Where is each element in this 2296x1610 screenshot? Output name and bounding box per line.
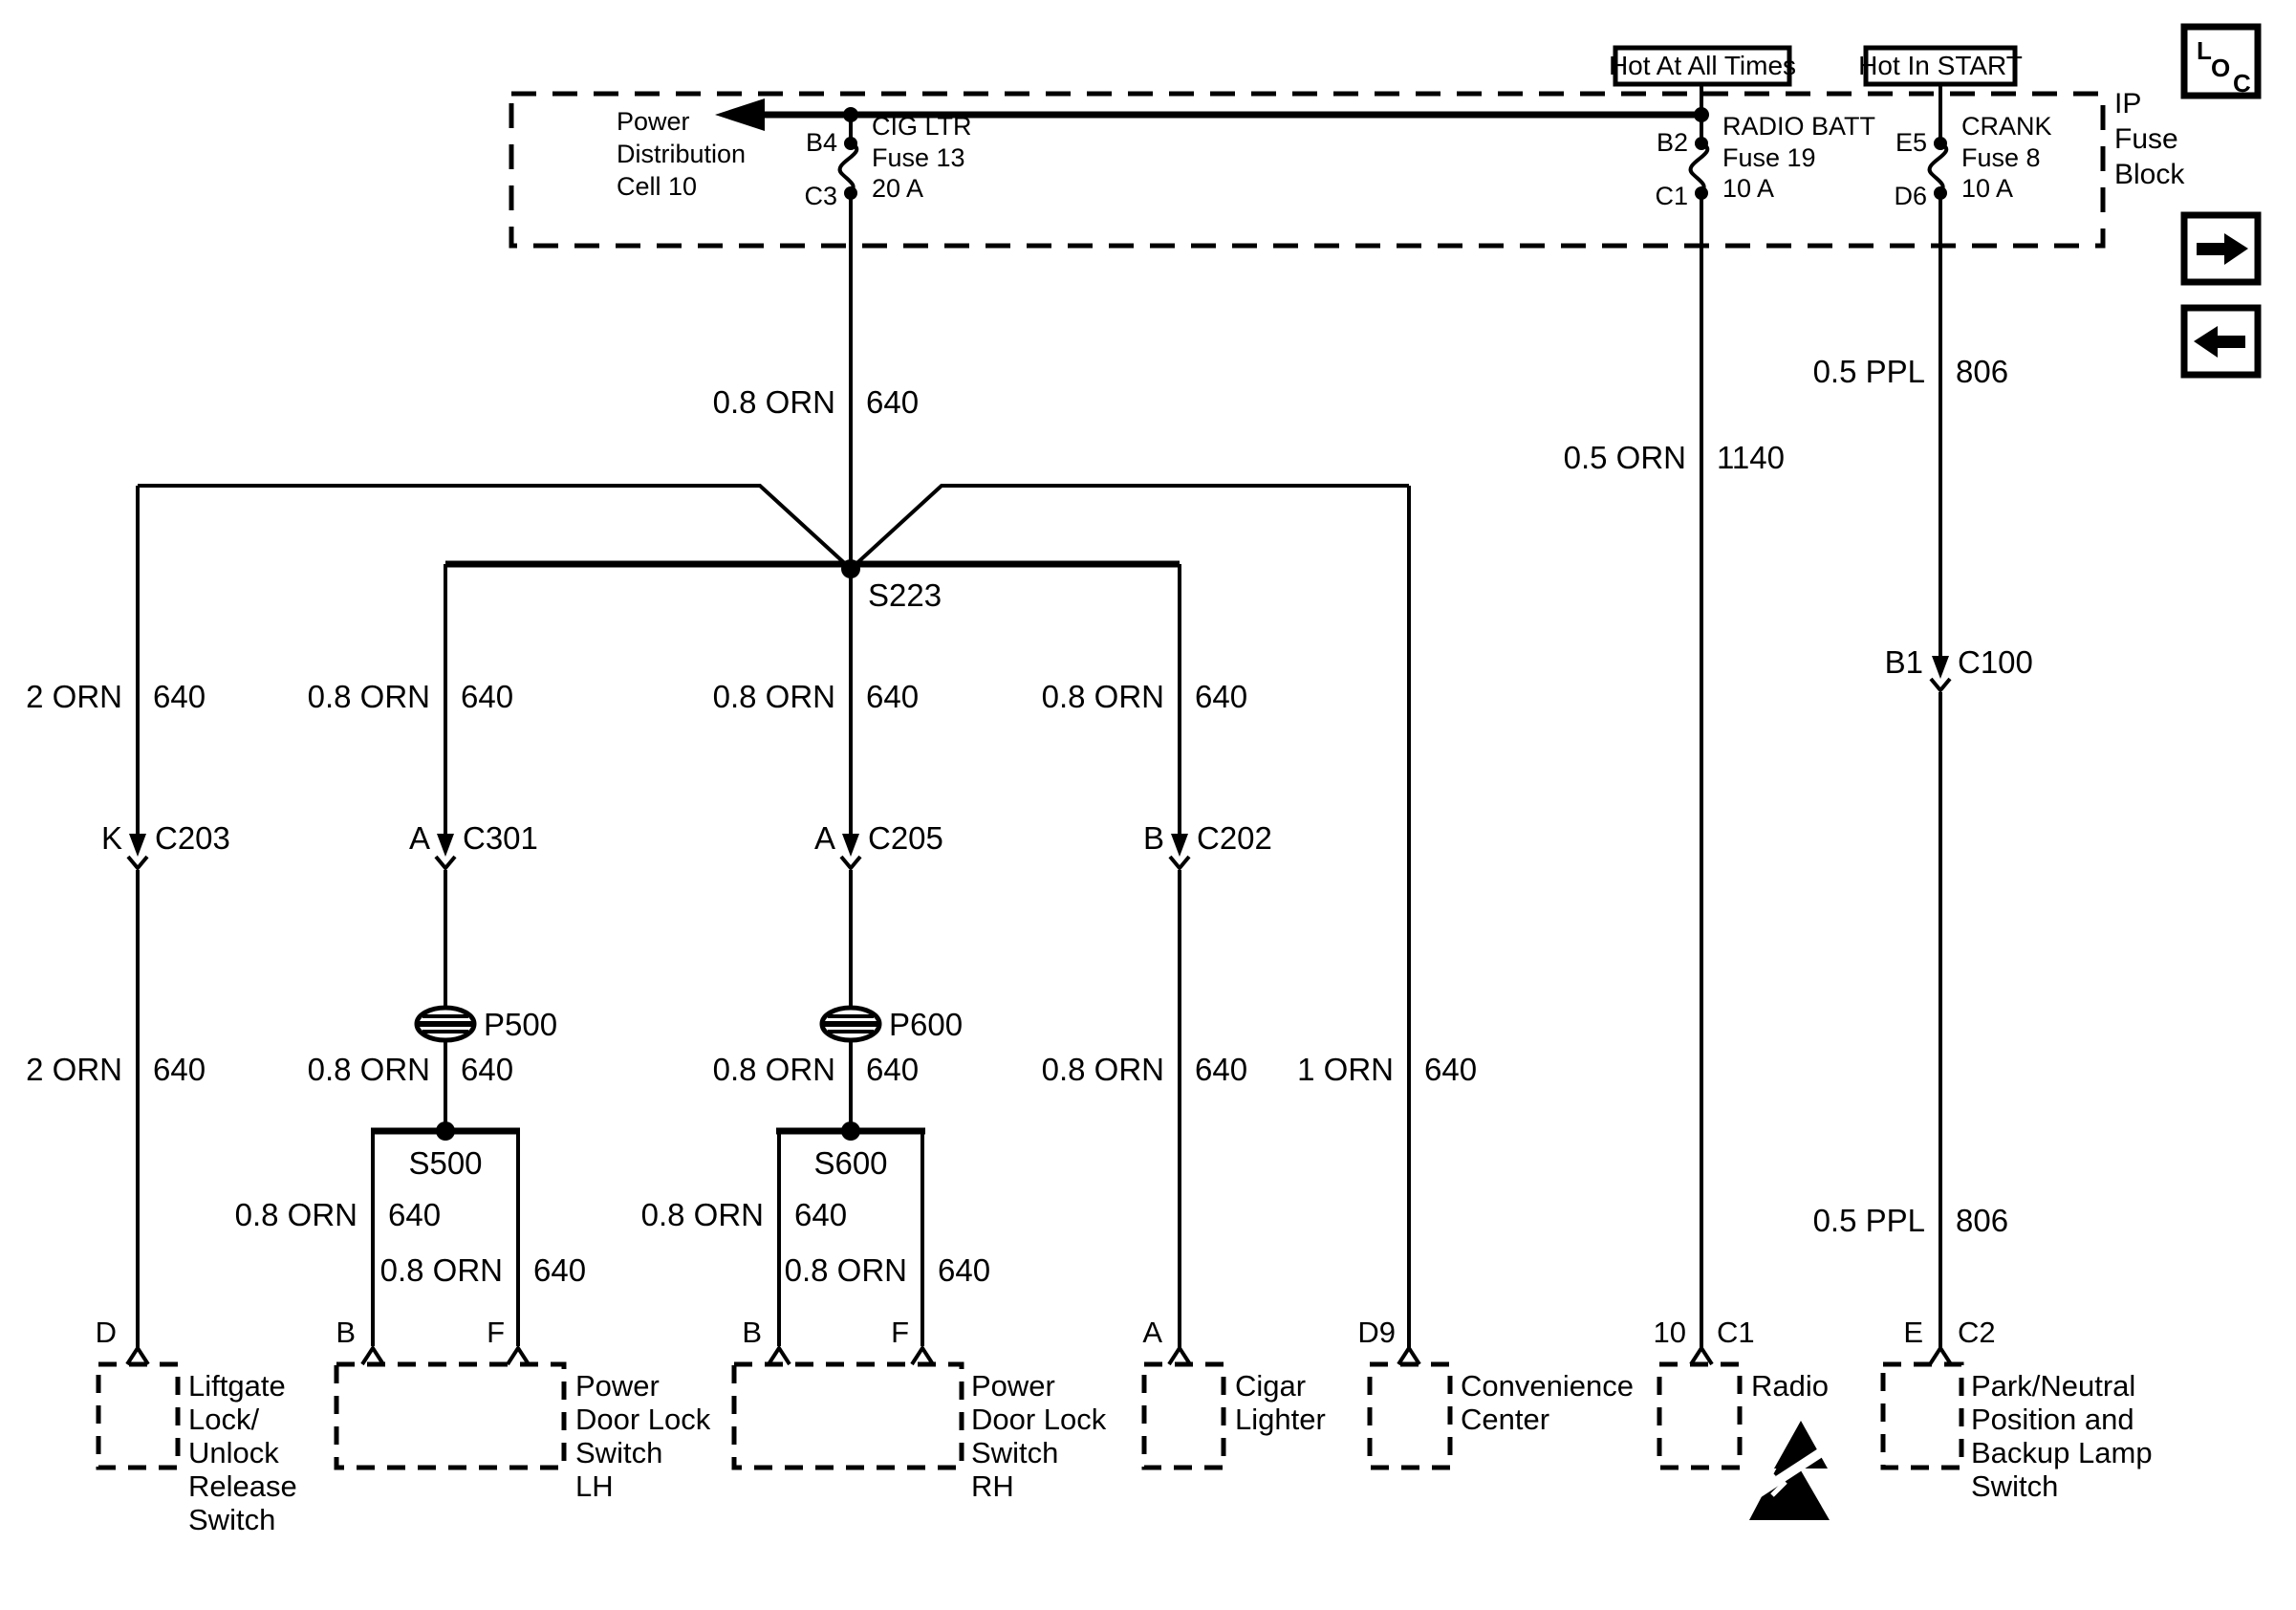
liftgate-switch-label: Liftgate bbox=[188, 1369, 286, 1403]
terminal-pin-label: D bbox=[95, 1316, 117, 1349]
terminal-pin-label: F bbox=[891, 1316, 909, 1349]
radio-label: Radio bbox=[1751, 1369, 1829, 1403]
c202-connector-arrow-icon bbox=[1171, 834, 1188, 857]
terminal-connector-label: C2 bbox=[1958, 1316, 1996, 1349]
ip-fuse-block-title: IP bbox=[2114, 88, 2142, 120]
wire-label-circuit: 640 bbox=[153, 679, 206, 714]
c205-pin-label: A bbox=[813, 820, 835, 856]
rh-door-lock-label: RH bbox=[971, 1469, 1014, 1503]
convenience-center-label: Convenience bbox=[1461, 1369, 1634, 1403]
c202-pin-label: B bbox=[1142, 820, 1164, 856]
cig-ltr-fuse-label: Fuse 13 bbox=[872, 143, 965, 172]
park-neutral-switch-box bbox=[1883, 1364, 1961, 1468]
wire-label: 0.5 PPL bbox=[1812, 354, 1925, 389]
crank-fuse-icon bbox=[1930, 143, 1947, 193]
radio-batt-fuse-label: 10 A bbox=[1722, 174, 1775, 203]
wire-label: 2 ORN bbox=[26, 679, 122, 714]
terminal-pin-label: F bbox=[487, 1316, 505, 1349]
rh-door-lock-label: Power bbox=[971, 1369, 1055, 1403]
radio-batt-pin-bottom: C1 bbox=[1655, 182, 1688, 210]
crank-fuse-label: 10 A bbox=[1961, 174, 2014, 203]
terminal-caret-icon bbox=[769, 1348, 790, 1364]
wire-label-circuit: 640 bbox=[533, 1252, 587, 1288]
wire-label-circuit: 640 bbox=[794, 1197, 848, 1232]
radio-batt-fuse-icon bbox=[1691, 143, 1708, 193]
wire-label-circuit: 640 bbox=[388, 1197, 442, 1232]
ip-fuse-block-title: Block bbox=[2114, 159, 2185, 190]
wire-label: 0.8 ORN bbox=[784, 1252, 907, 1288]
lh-door-lock-label: Door Lock bbox=[575, 1403, 711, 1436]
cigar-lighter-box bbox=[1144, 1364, 1224, 1468]
hot-in-start-label: Hot In START bbox=[1858, 51, 2023, 80]
terminal-pin-label: D9 bbox=[1357, 1316, 1396, 1349]
wire-label: 1 ORN bbox=[1297, 1052, 1394, 1087]
cig-ltr-fuse-label: CIG LTR bbox=[872, 112, 972, 141]
radio-batt-pin-top: B2 bbox=[1656, 128, 1688, 157]
wire-label-circuit: 640 bbox=[153, 1052, 206, 1087]
wire-label-circuit: 806 bbox=[1956, 354, 2009, 389]
c301-pin-label: A bbox=[408, 820, 430, 856]
power-distribution-arrow-icon bbox=[715, 98, 765, 131]
c205-connector-socket-icon bbox=[841, 857, 860, 868]
terminal-caret-icon bbox=[1398, 1348, 1419, 1364]
cig-ltr-fuse-icon bbox=[840, 143, 857, 193]
s223-splice-label: S223 bbox=[868, 577, 942, 613]
c100-connector-arrow-icon bbox=[1932, 656, 1949, 679]
lh-door-lock-label: LH bbox=[575, 1469, 614, 1503]
power-distribution-label: Cell 10 bbox=[617, 172, 698, 201]
wire-label-orn640-top: 0.8 ORN bbox=[712, 384, 835, 420]
park-neutral-label: Backup Lamp bbox=[1971, 1436, 2153, 1469]
wire-label-orn640-top-circuit: 640 bbox=[866, 384, 920, 420]
loc-letter: O bbox=[2211, 54, 2231, 82]
hot-at-all-times-label: Hot At All Times bbox=[1608, 51, 1797, 80]
c205-name-label: C205 bbox=[868, 820, 943, 856]
c301-connector-arrow-icon bbox=[437, 834, 454, 857]
ip-fuse-block-title: Fuse bbox=[2114, 123, 2178, 155]
wire-label: 0.5 ORN bbox=[1563, 440, 1686, 475]
liftgate-switch-label: Release bbox=[188, 1469, 297, 1503]
terminal-caret-icon bbox=[1169, 1348, 1190, 1364]
terminal-caret-icon bbox=[127, 1348, 148, 1364]
terminal-connector-label: C1 bbox=[1717, 1316, 1755, 1349]
wire-label-circuit: 640 bbox=[1424, 1052, 1478, 1087]
rh-door-lock-label: Switch bbox=[971, 1436, 1059, 1469]
p500-label: P500 bbox=[484, 1007, 558, 1042]
c203-name-label: C203 bbox=[155, 820, 230, 856]
convenience-center-box bbox=[1370, 1364, 1450, 1468]
terminal-pin-label: B bbox=[742, 1316, 762, 1349]
wire-label: 0.8 ORN bbox=[640, 1197, 764, 1232]
cigar-lighter-label: Cigar bbox=[1235, 1369, 1307, 1403]
s500-splice-dot bbox=[436, 1121, 455, 1141]
c100-name-label: C100 bbox=[1958, 644, 2033, 680]
terminal-pin-label: E bbox=[1903, 1316, 1923, 1349]
wire-label: 0.8 ORN bbox=[712, 679, 835, 714]
convenience-center-label: Center bbox=[1461, 1403, 1550, 1436]
radio-box bbox=[1659, 1364, 1740, 1468]
cig-ltr-pin-top: B4 bbox=[805, 128, 837, 157]
wire-label-circuit: 640 bbox=[866, 1052, 920, 1087]
liftgate-switch-box bbox=[98, 1364, 178, 1468]
wire-label: 0.8 ORN bbox=[379, 1252, 503, 1288]
terminal-caret-icon bbox=[362, 1348, 383, 1364]
park-neutral-label: Switch bbox=[1971, 1469, 2059, 1503]
wire-label-circuit: 640 bbox=[866, 679, 920, 714]
terminal-pin-label: 10 bbox=[1653, 1316, 1686, 1349]
terminal-caret-icon bbox=[912, 1348, 933, 1364]
wire-label-circuit: 640 bbox=[461, 1052, 514, 1087]
terminal-caret-icon bbox=[1691, 1348, 1712, 1364]
wire-label-circuit: 1140 bbox=[1717, 440, 1785, 475]
wire-label: 0.8 ORN bbox=[307, 679, 430, 714]
radio-batt-fuse-label: Fuse 19 bbox=[1722, 143, 1816, 172]
power-distribution-label: Distribution bbox=[617, 140, 747, 168]
left-arrow-icon bbox=[2218, 336, 2245, 348]
branch-wire-right bbox=[851, 486, 1409, 569]
rh-door-lock-label: Door Lock bbox=[971, 1403, 1107, 1436]
lh-door-lock-label: Power bbox=[575, 1369, 660, 1403]
liftgate-switch-label: Unlock bbox=[188, 1436, 279, 1469]
c203-pin-label: K bbox=[100, 820, 122, 856]
c202-connector-socket-icon bbox=[1170, 857, 1189, 868]
s500-splice-label: S500 bbox=[408, 1145, 483, 1181]
loc-letter: C bbox=[2233, 69, 2251, 98]
terminal-caret-icon bbox=[1930, 1348, 1951, 1364]
wire-label-circuit: 640 bbox=[938, 1252, 991, 1288]
rh-door-lock-switch-box bbox=[734, 1364, 962, 1468]
radio-batt-fuse-label: RADIO BATT bbox=[1722, 112, 1876, 141]
previous-page-button[interactable] bbox=[2184, 308, 2258, 375]
next-page-button[interactable] bbox=[2184, 215, 2258, 282]
wire-label: 0.5 PPL bbox=[1812, 1203, 1925, 1238]
cig-ltr-fuse-label: 20 A bbox=[872, 174, 924, 203]
wire-label-circuit: 640 bbox=[461, 679, 514, 714]
c205-connector-arrow-icon bbox=[842, 834, 859, 857]
cigar-lighter-label: Lighter bbox=[1235, 1403, 1326, 1436]
wire-label-circuit: 640 bbox=[1195, 1052, 1248, 1087]
wire-label: 0.8 ORN bbox=[1041, 1052, 1164, 1087]
c100-pin-label: B1 bbox=[1884, 644, 1923, 680]
terminal-pin-label: B bbox=[336, 1316, 356, 1349]
wire-label: 0.8 ORN bbox=[1041, 679, 1164, 714]
wire-label: 0.8 ORN bbox=[234, 1197, 357, 1232]
wire-label: 0.8 ORN bbox=[307, 1052, 430, 1087]
s600-splice-dot bbox=[841, 1121, 860, 1141]
wire-label: 0.8 ORN bbox=[712, 1052, 835, 1087]
power-distribution-label: Power bbox=[617, 107, 690, 136]
c100-connector-socket-icon bbox=[1931, 679, 1950, 690]
cig-ltr-pin-bottom: C3 bbox=[804, 182, 837, 210]
park-neutral-label: Park/Neutral bbox=[1971, 1369, 2136, 1403]
loc-letter: L bbox=[2197, 36, 2212, 65]
right-arrow-icon bbox=[2197, 243, 2224, 255]
crank-pin-top: E5 bbox=[1895, 128, 1927, 157]
crank-pin-bottom: D6 bbox=[1894, 182, 1927, 210]
p600-label: P600 bbox=[889, 1007, 964, 1042]
terminal-caret-icon bbox=[508, 1348, 529, 1364]
terminal-pin-label: A bbox=[1142, 1316, 1162, 1349]
c203-connector-arrow-icon bbox=[129, 834, 146, 857]
branch-wire-left bbox=[138, 486, 851, 569]
wire-label: 2 ORN bbox=[26, 1052, 122, 1087]
wire-label-circuit: 640 bbox=[1195, 679, 1248, 714]
liftgate-switch-label: Switch bbox=[188, 1503, 276, 1536]
loc-button[interactable] bbox=[2184, 27, 2258, 98]
wire-label-circuit: 806 bbox=[1956, 1203, 2009, 1238]
crank-fuse-label: Fuse 8 bbox=[1961, 143, 2041, 172]
esd-sensitive-icon bbox=[1749, 1421, 1831, 1520]
s600-splice-label: S600 bbox=[813, 1145, 888, 1181]
park-neutral-label: Position and bbox=[1971, 1403, 2134, 1436]
c301-name-label: C301 bbox=[463, 820, 538, 856]
lh-door-lock-label: Switch bbox=[575, 1436, 663, 1469]
c202-name-label: C202 bbox=[1197, 820, 1272, 856]
liftgate-switch-label: Lock/ bbox=[188, 1403, 260, 1436]
c203-connector-socket-icon bbox=[128, 857, 147, 868]
c301-connector-socket-icon bbox=[436, 857, 455, 868]
crank-fuse-label: CRANK bbox=[1961, 112, 2052, 141]
lh-door-lock-switch-box bbox=[336, 1364, 564, 1468]
